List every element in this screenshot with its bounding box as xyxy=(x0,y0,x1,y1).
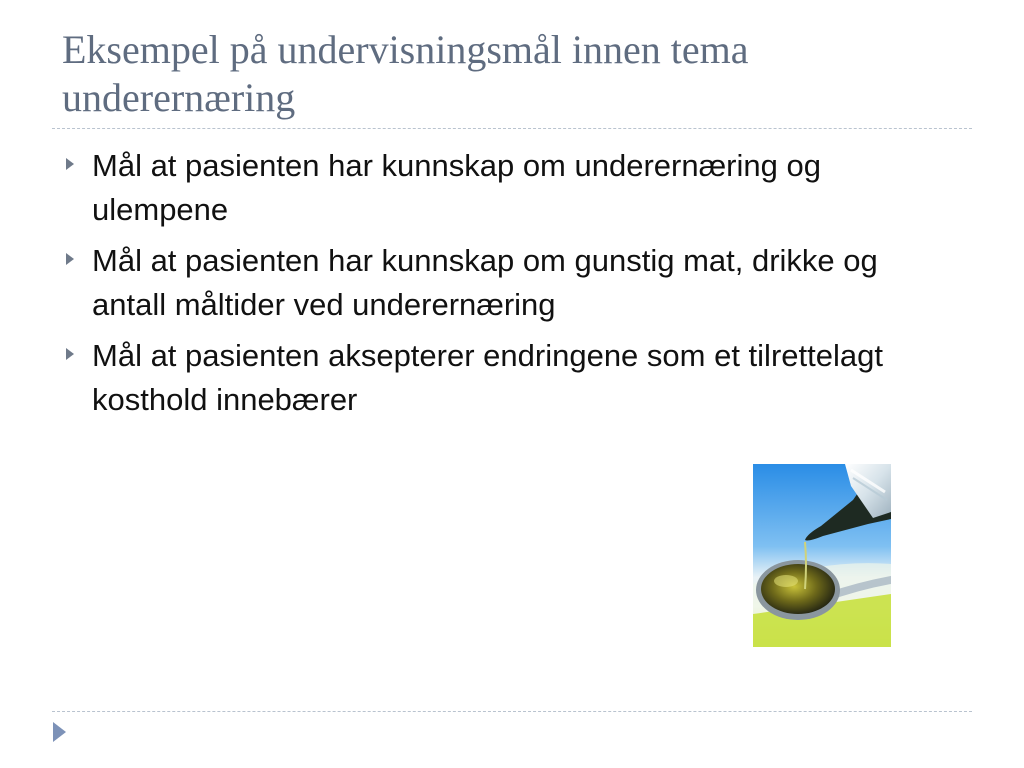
bullet-item xyxy=(62,239,932,327)
bullet-text: Mål at pasienten aksepterer endringene som et tilrettelagt kosthold innebærer xyxy=(92,338,883,417)
bullet-item xyxy=(62,144,932,232)
bullet-text: Mål at pasienten har kunnskap om underernæring og ulempene xyxy=(92,148,821,227)
footer-divider xyxy=(52,711,972,712)
slide-title: Eksempel på undervisningsmål innen tema underernæring xyxy=(62,27,749,120)
triangle-bullet-icon xyxy=(66,158,74,170)
triangle-bullet-icon xyxy=(66,348,74,360)
bullet-text: Mål at pasienten har kunnskap om gunstig mat, drikke og antall måltider ved underernæring xyxy=(92,243,878,322)
bullet-list xyxy=(62,144,932,429)
title-divider xyxy=(52,128,972,129)
triangle-bullet-icon xyxy=(66,253,74,265)
next-slide-arrow-icon[interactable] xyxy=(53,722,66,742)
oil-spoon-image xyxy=(753,464,891,647)
bullet-item xyxy=(62,334,932,422)
